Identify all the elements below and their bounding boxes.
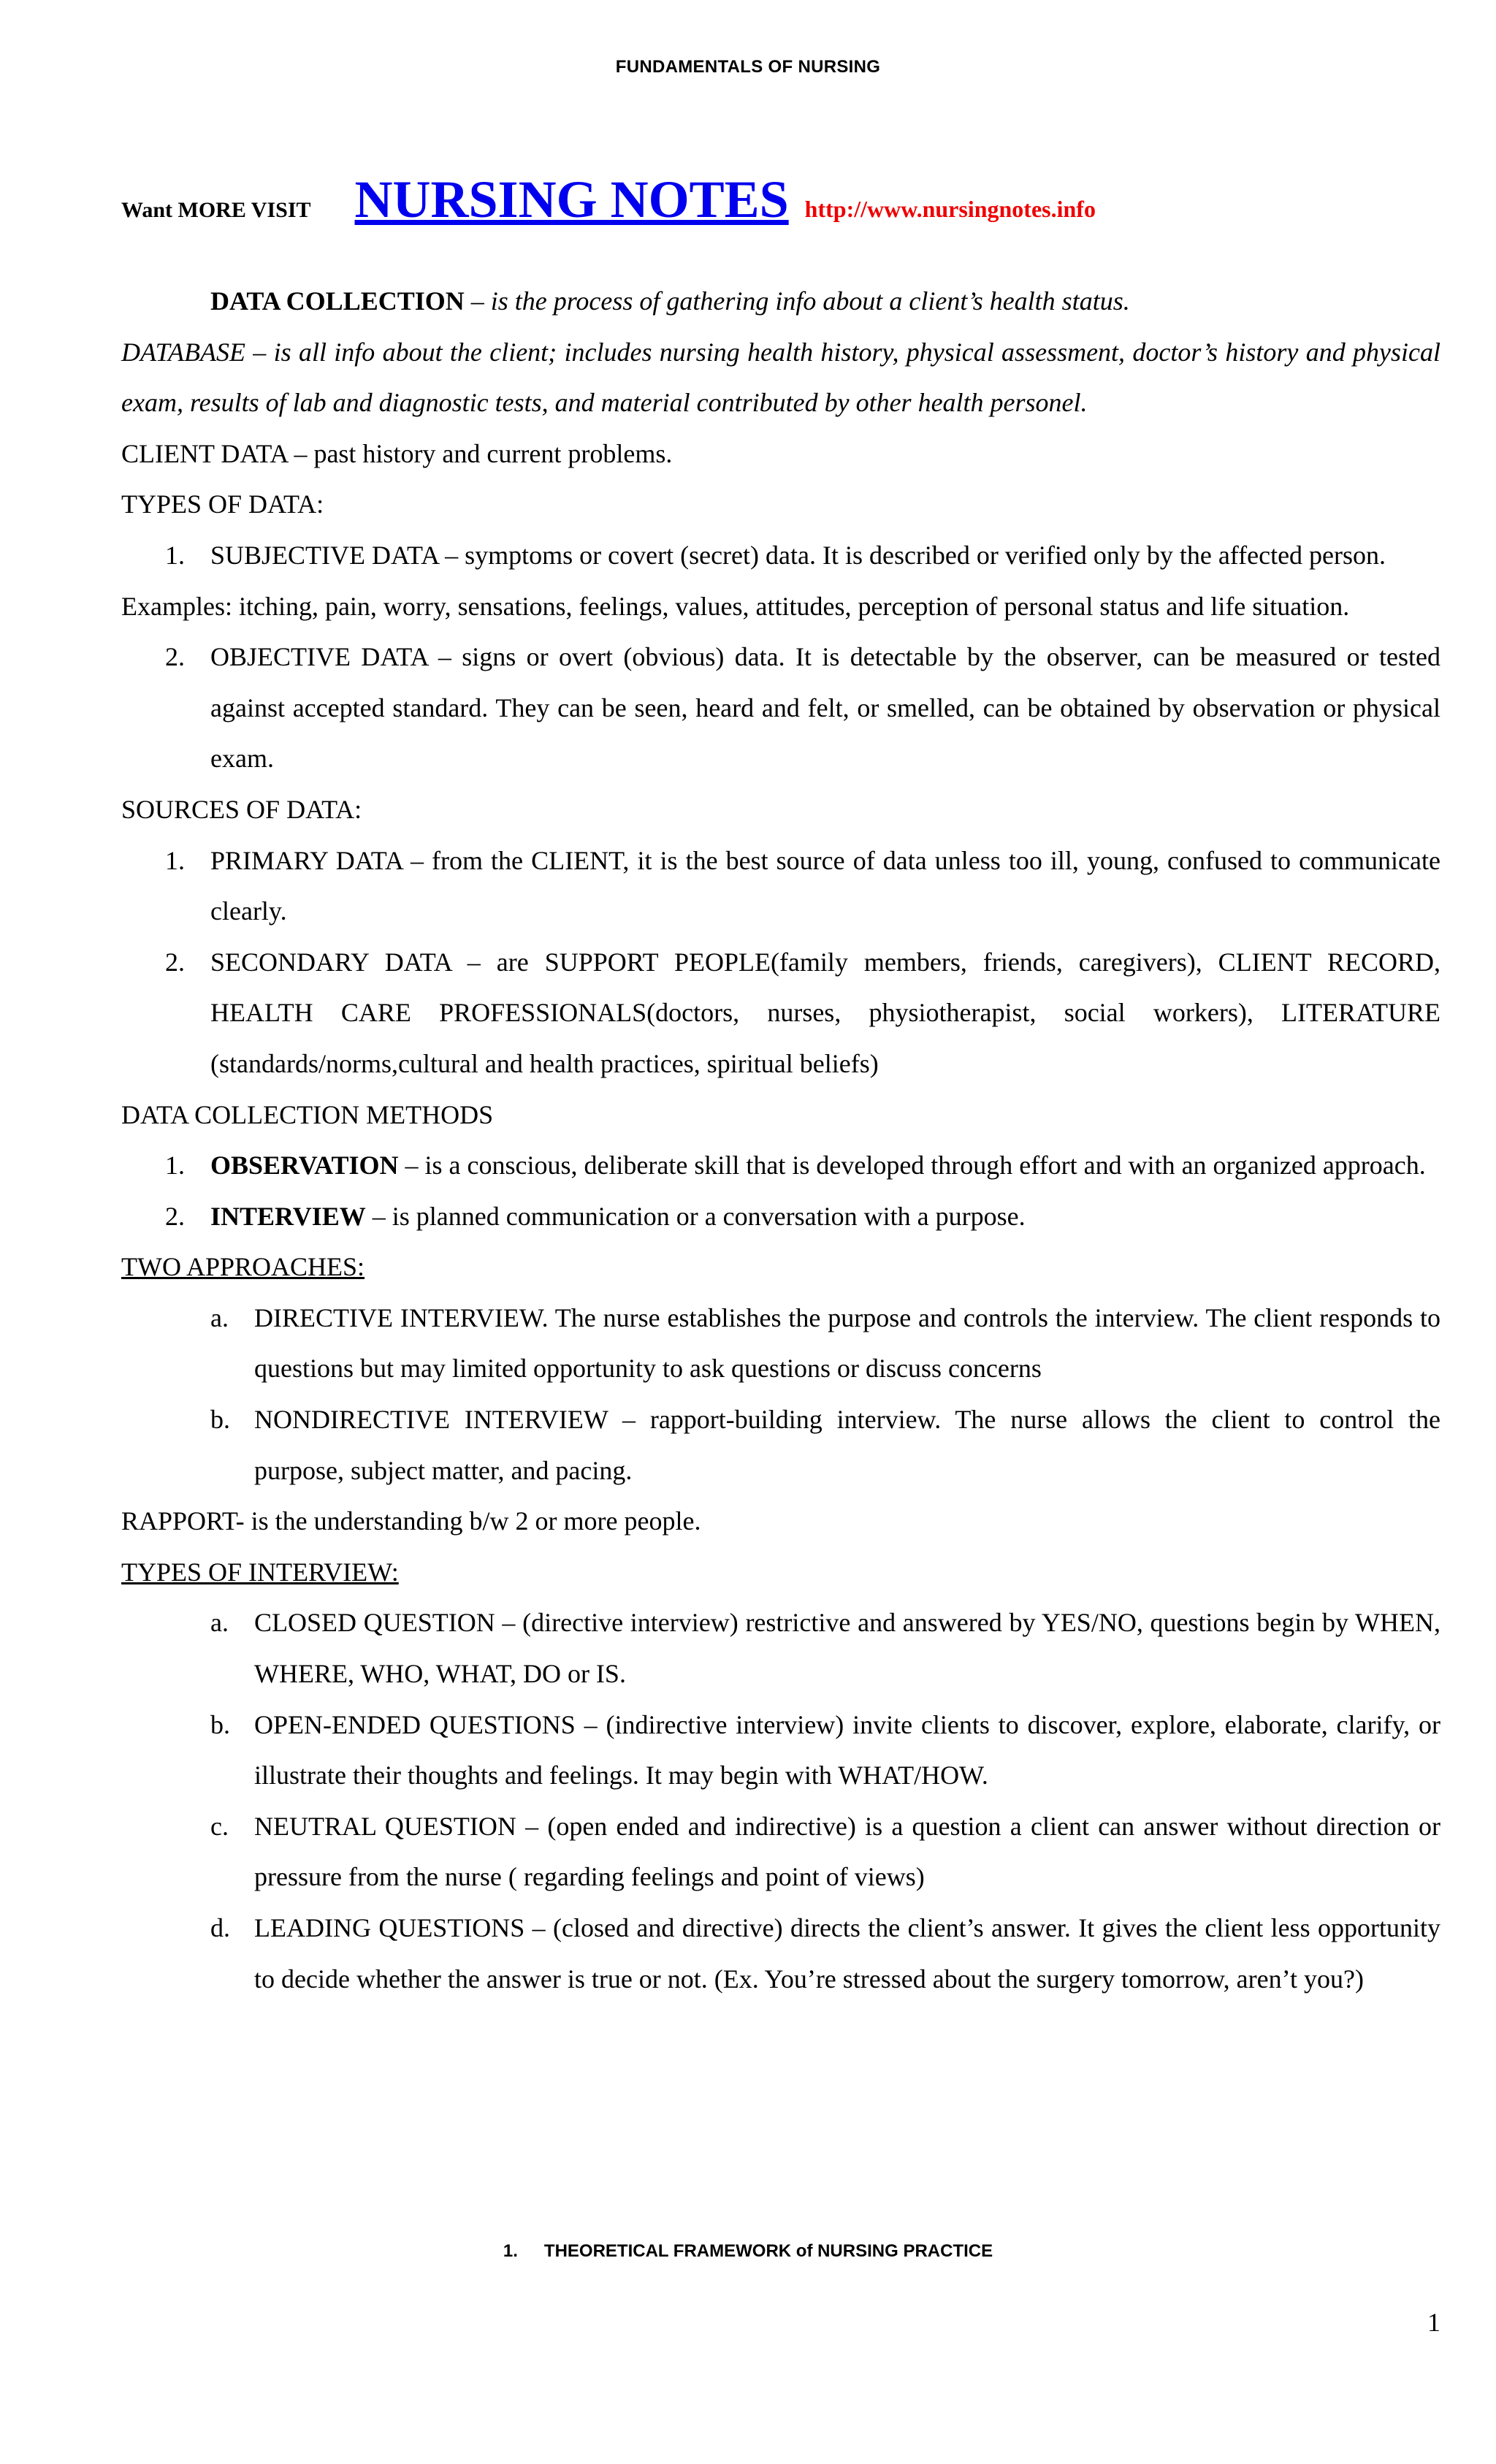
sources-of-data-heading: SOURCES OF DATA: — [121, 794, 362, 824]
secondary-data-text: SECONDARY DATA – are SUPPORT PEOPLE(family members, friends, caregivers), CLIENT RECORD, HEALTH CARE PROFESSIONALS(doctors, nurses, physiotherapist, social workers), LITERATURE (standards/norms,cultural and health practices, spiritual beliefs) — [210, 947, 1440, 1078]
list-item — [121, 937, 1440, 1090]
list-item — [210, 1700, 1440, 1801]
promo-line — [121, 169, 1096, 230]
client-data-definition: CLIENT DATA – past history and current problems. — [121, 438, 673, 468]
types-of-interview-heading: TYPES OF INTERVIEW: — [121, 1557, 399, 1587]
list-item — [121, 530, 1440, 581]
list-number: 1. — [165, 1151, 185, 1180]
footer-section-title: THEORETICAL FRAMEWORK of NURSING PRACTICE — [543, 2241, 993, 2261]
list-item — [121, 1191, 1440, 1243]
neutral-question-text: NEUTRAL QUESTION – (open ended and indirective) is a question a client can answer without direction or pressure from the nurse ( regarding feelings and point of views) — [254, 1811, 1440, 1892]
list-letter: b. — [210, 1405, 230, 1435]
list-item — [210, 1598, 1440, 1699]
nursing-notes-link[interactable]: NURSING NOTES — [354, 170, 789, 229]
rapport-definition: RAPPORT- is the understanding b/w 2 or more people. — [121, 1506, 701, 1536]
types-of-data-heading: TYPES OF DATA: — [121, 489, 324, 519]
list-letter: a. — [210, 1608, 229, 1638]
list-number: 2. — [165, 1201, 185, 1231]
list-item — [210, 1293, 1440, 1395]
data-collection-text: – is the process of gathering info about a client’s health status. — [464, 286, 1130, 316]
data-collection-definition — [121, 276, 1440, 327]
database-definition: DATABASE – is all info about the client; includes nursing health history, physical assessment, doctor’s history and physical exam, results of lab and diagnostic tests, and material contributed by other health personel. — [121, 337, 1440, 418]
promo-lead: Want MORE VISIT — [121, 198, 311, 222]
primary-data-text: PRIMARY DATA – from the CLIENT, it is the best source of data unless too ill, young, confused to communicate clearly. — [210, 845, 1440, 926]
objective-data-text: OBJECTIVE DATA – signs or overt (obvious) data. It is detectable by the observer, can be measured or tested against accepted standard. They can be seen, heard and felt, or smelled, can be obtained by observation or physical exam. — [210, 642, 1440, 774]
methods-heading: DATA COLLECTION METHODS — [121, 1099, 494, 1129]
interview-text: – is planned communication or a conversation with a purpose. — [365, 1201, 1026, 1231]
two-approaches-heading: TWO APPROACHES: — [121, 1252, 365, 1282]
observation-text: – is a conscious, deliberate skill that is developed through effort and with an organized approach. — [398, 1151, 1426, 1180]
list-item — [121, 632, 1440, 785]
list-item — [210, 1801, 1440, 1903]
running-footer — [0, 2241, 1496, 2262]
data-collection-term: DATA COLLECTION — [210, 286, 465, 316]
list-item — [121, 836, 1440, 937]
list-letter: d. — [210, 1913, 230, 1942]
subjective-data-examples: Examples: itching, pain, worry, sensations, feelings, values, attitudes, perception of personal status and life situation. — [121, 591, 1350, 621]
list-item — [121, 1140, 1440, 1191]
closed-question-text: CLOSED QUESTION – (directive interview) restrictive and answered by YES/NO, questions begin by WHEN, WHERE, WHO, WHAT, DO or IS. — [254, 1608, 1440, 1689]
list-item — [210, 1395, 1440, 1496]
interview-term: INTERVIEW — [210, 1201, 366, 1231]
running-header: FUNDAMENTALS OF NURSING — [615, 57, 881, 77]
page-number: 1 — [1427, 2308, 1440, 2337]
document-body — [121, 276, 1440, 2005]
nondirective-interview-text: NONDIRECTIVE INTERVIEW – rapport-building interview. The nurse allows the client to control the purpose, subject matter, and pacing. — [254, 1405, 1440, 1485]
list-letter: c. — [210, 1811, 229, 1841]
list-number: 1. — [165, 845, 185, 875]
list-item — [210, 1903, 1440, 2005]
observation-term: OBSERVATION — [210, 1151, 399, 1180]
directive-interview-text: DIRECTIVE INTERVIEW. The nurse establishes the purpose and controls the interview. The client responds to questions but may limited opportunity to ask questions or discuss concerns — [254, 1302, 1440, 1384]
open-ended-questions-text: OPEN-ENDED QUESTIONS – (indirective interview) invite clients to discover, explore, elaborate, clarify, or illustrate their thoughts and feelings. It may begin with WHAT/HOW. — [254, 1709, 1440, 1790]
list-letter: b. — [210, 1709, 230, 1739]
list-number: 2. — [165, 642, 185, 672]
leading-questions-text: LEADING QUESTIONS – (closed and directive) directs the client’s answer. It gives the client less opportunity to decide whether the answer is true or not. (Ex. You’re stressed about the surgery tomorrow, aren’t you?) — [254, 1913, 1440, 1994]
subjective-data-text: SUBJECTIVE DATA – symptoms or covert (secret) data. It is described or verified only by the affected person. — [210, 540, 1386, 570]
list-number: 2. — [165, 947, 185, 977]
site-url-link[interactable]: http://www.nursingnotes.info — [804, 196, 1096, 222]
list-letter: a. — [210, 1302, 229, 1332]
footer-section-number: 1. — [503, 2241, 518, 2261]
list-number: 1. — [165, 540, 185, 570]
